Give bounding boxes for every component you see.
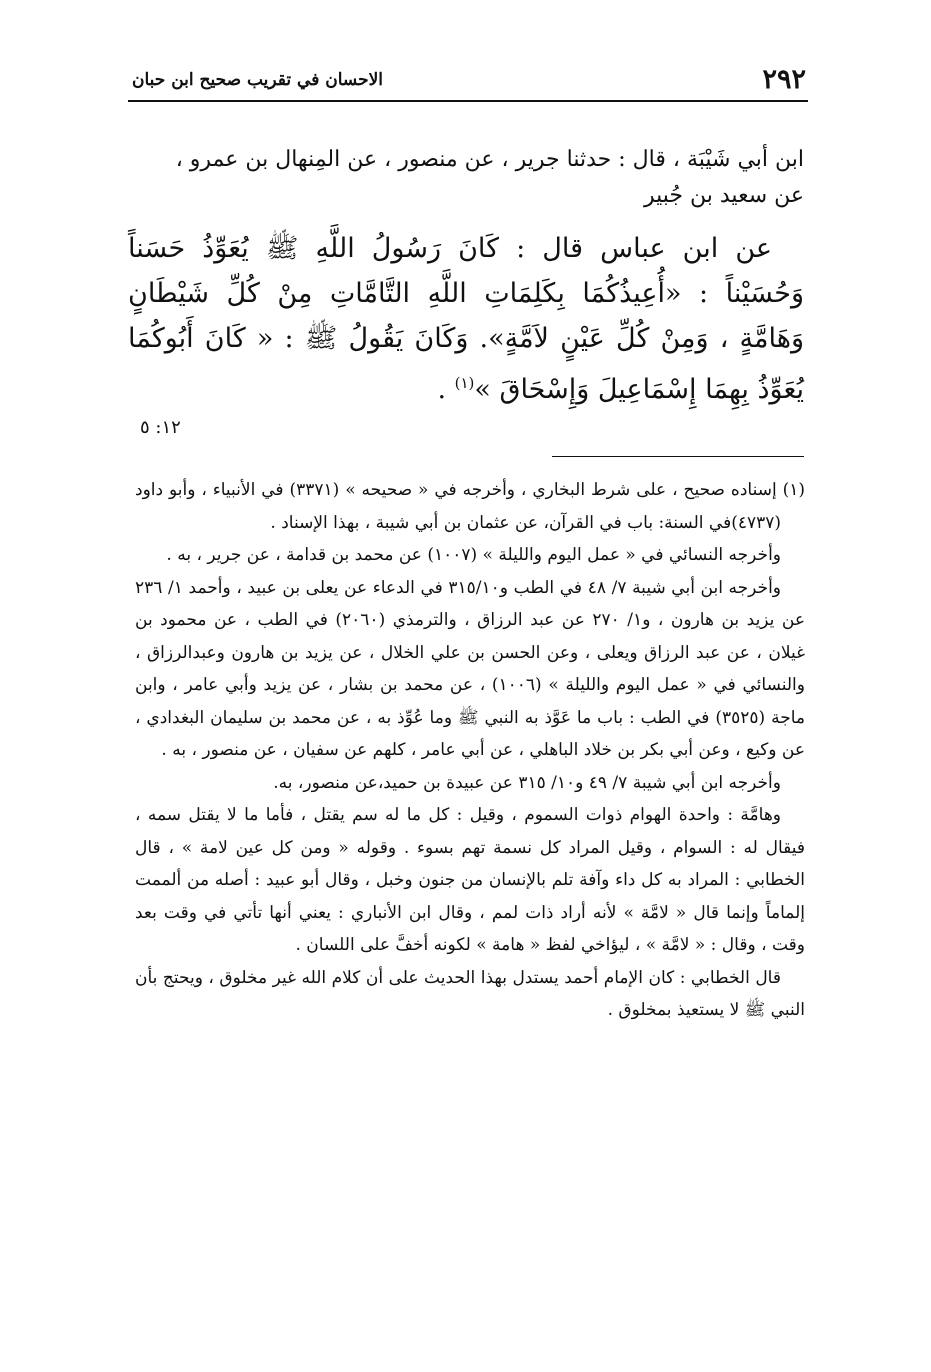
footnote-marker: (١) [454, 374, 475, 392]
hadith-paragraph [128, 226, 804, 412]
book-title: الاحسان في تقريب صحيح ابن حبان [132, 70, 383, 90]
footnotes [135, 474, 805, 1027]
hadith-body: عن ابن عباس قال : كَانَ رَسُولُ اللَّهِ ﷺ يُعَوِّذُ حَسَناً وَحُسَيْناً : «أُعِيذُكُمَا بِكَلِمَاتِ اللَّهِ التَّامَّاتِ مِنْ كُلِّ شَيْطَانٍ وَهَامَّةٍ ، وَمِنْ كُلِّ عَيْنٍ لاَمَّةٍ». وَكَانَ يَقُولُ ﷺ : « كَانَ أَبُوكُمَا يُعَوِّذُ بِهِمَا إِسْمَاعِيلَ وَإِسْحَاقَ » [128, 233, 804, 405]
footnote-paragraph: وأخرجه ابن أبي شيبة ٧/ ٤٩ و١٠/ ٣١٥ عن عبيدة بن حميد،عن منصور، به. [273, 772, 781, 793]
isnad-chain [128, 142, 804, 214]
page-number: ٢٩٢ [762, 64, 806, 95]
footnote-paragraph: وأخرجه النسائي في « عمل اليوم والليلة » (١٠٠٧) عن محمد بن قدامة ، عن جرير ، به . [166, 545, 781, 565]
footnote-paragraph: قال الخطابي : كان الإمام أحمد يستدل بهذا الحديث على أن كلام الله غير مخلوق ، ويحتج بأن النبي ﷺ لا يستعيذ بمخلوق . [135, 967, 805, 1020]
hadith-reference: ١٢: ٥ [140, 417, 181, 438]
footnote-paragraph: (١) إسناده صحيح ، على شرط البخاري ، وأخرجه في « صحيحه » (٣٣٧١) في الأنبياء ، وأبو داود (٤٧٣٧)في السنة: باب في القرآن، عن عثمان بن أبي شيبة ، بهذا الإسناد . [135, 480, 805, 533]
running-header [128, 62, 808, 102]
hadith-text [128, 226, 804, 412]
isnad-line: عن سعيد بن جُبير [644, 183, 804, 208]
footnote-paragraph: وهامَّة : واحدة الهوام ذوات السموم ، وقيل : كل ما له سم يقتل ، فأما ما لا يقتل سمه ، فيقال له : السوام ، وقيل المراد كل نسمة تهم بسوء . وقوله « ومن كل عين لامة » ، قال الخطابي : المراد به كل داء وآفة تلم بالإنسان من جنون وخبل ، وقال أبو عبيد : أصله من ألممت إلماماً وإنما قال « لامَّة » لأنه أراد ذات لمم ، وقال ابن الأنباري : يعني أنها تأتي في وقت بعد وقت ، وقال : « لامَّة » ، ليؤاخي لفظ « هامة » لكونه أخفَّ على اللسان . [135, 805, 805, 955]
footnote-paragraph: وأخرجه ابن أبي شيبة ٧/ ٤٨ في الطب و٣١٥/١٠ في الدعاء عن يعلى بن عبيد ، وأحمد ١/ ٢٣٦ عن يزيد بن هارون ، و١/ ٢٧٠ عن عبد الرزاق ، والترمذي (٢٠٦٠) في الطب ، عن محمود بن غيلان ، عن عبد الرزاق ويعلى ، وعن الحسن بن علي الخلال ، عن يزيد بن هارون وعبدالرزاق ، والنسائي في « عمل اليوم والليلة » (١٠٠٦) ، عن محمد بن بشار ، عن يزيد وأبي عامر ، وابن ماجة (٣٥٢٥) في الطب : باب ما عَوَّذ به النبي ﷺ وما عُوِّذ به ، عن محمد بن سليمان البغدادي ، عن وكيع ، وعن أبي بكر بن خلاد الباهلي ، عن أبي عامر ، كلهم عن سفيان ، عن منصور ، به . [135, 577, 805, 760]
hadith-end-mark: . [437, 374, 447, 405]
isnad-line: ابن أبي شَيْبَة ، قال : حدثنا جرير ، عن منصور ، عن المِنهال بن عمرو ، [175, 147, 804, 172]
footnote-divider [552, 456, 804, 457]
